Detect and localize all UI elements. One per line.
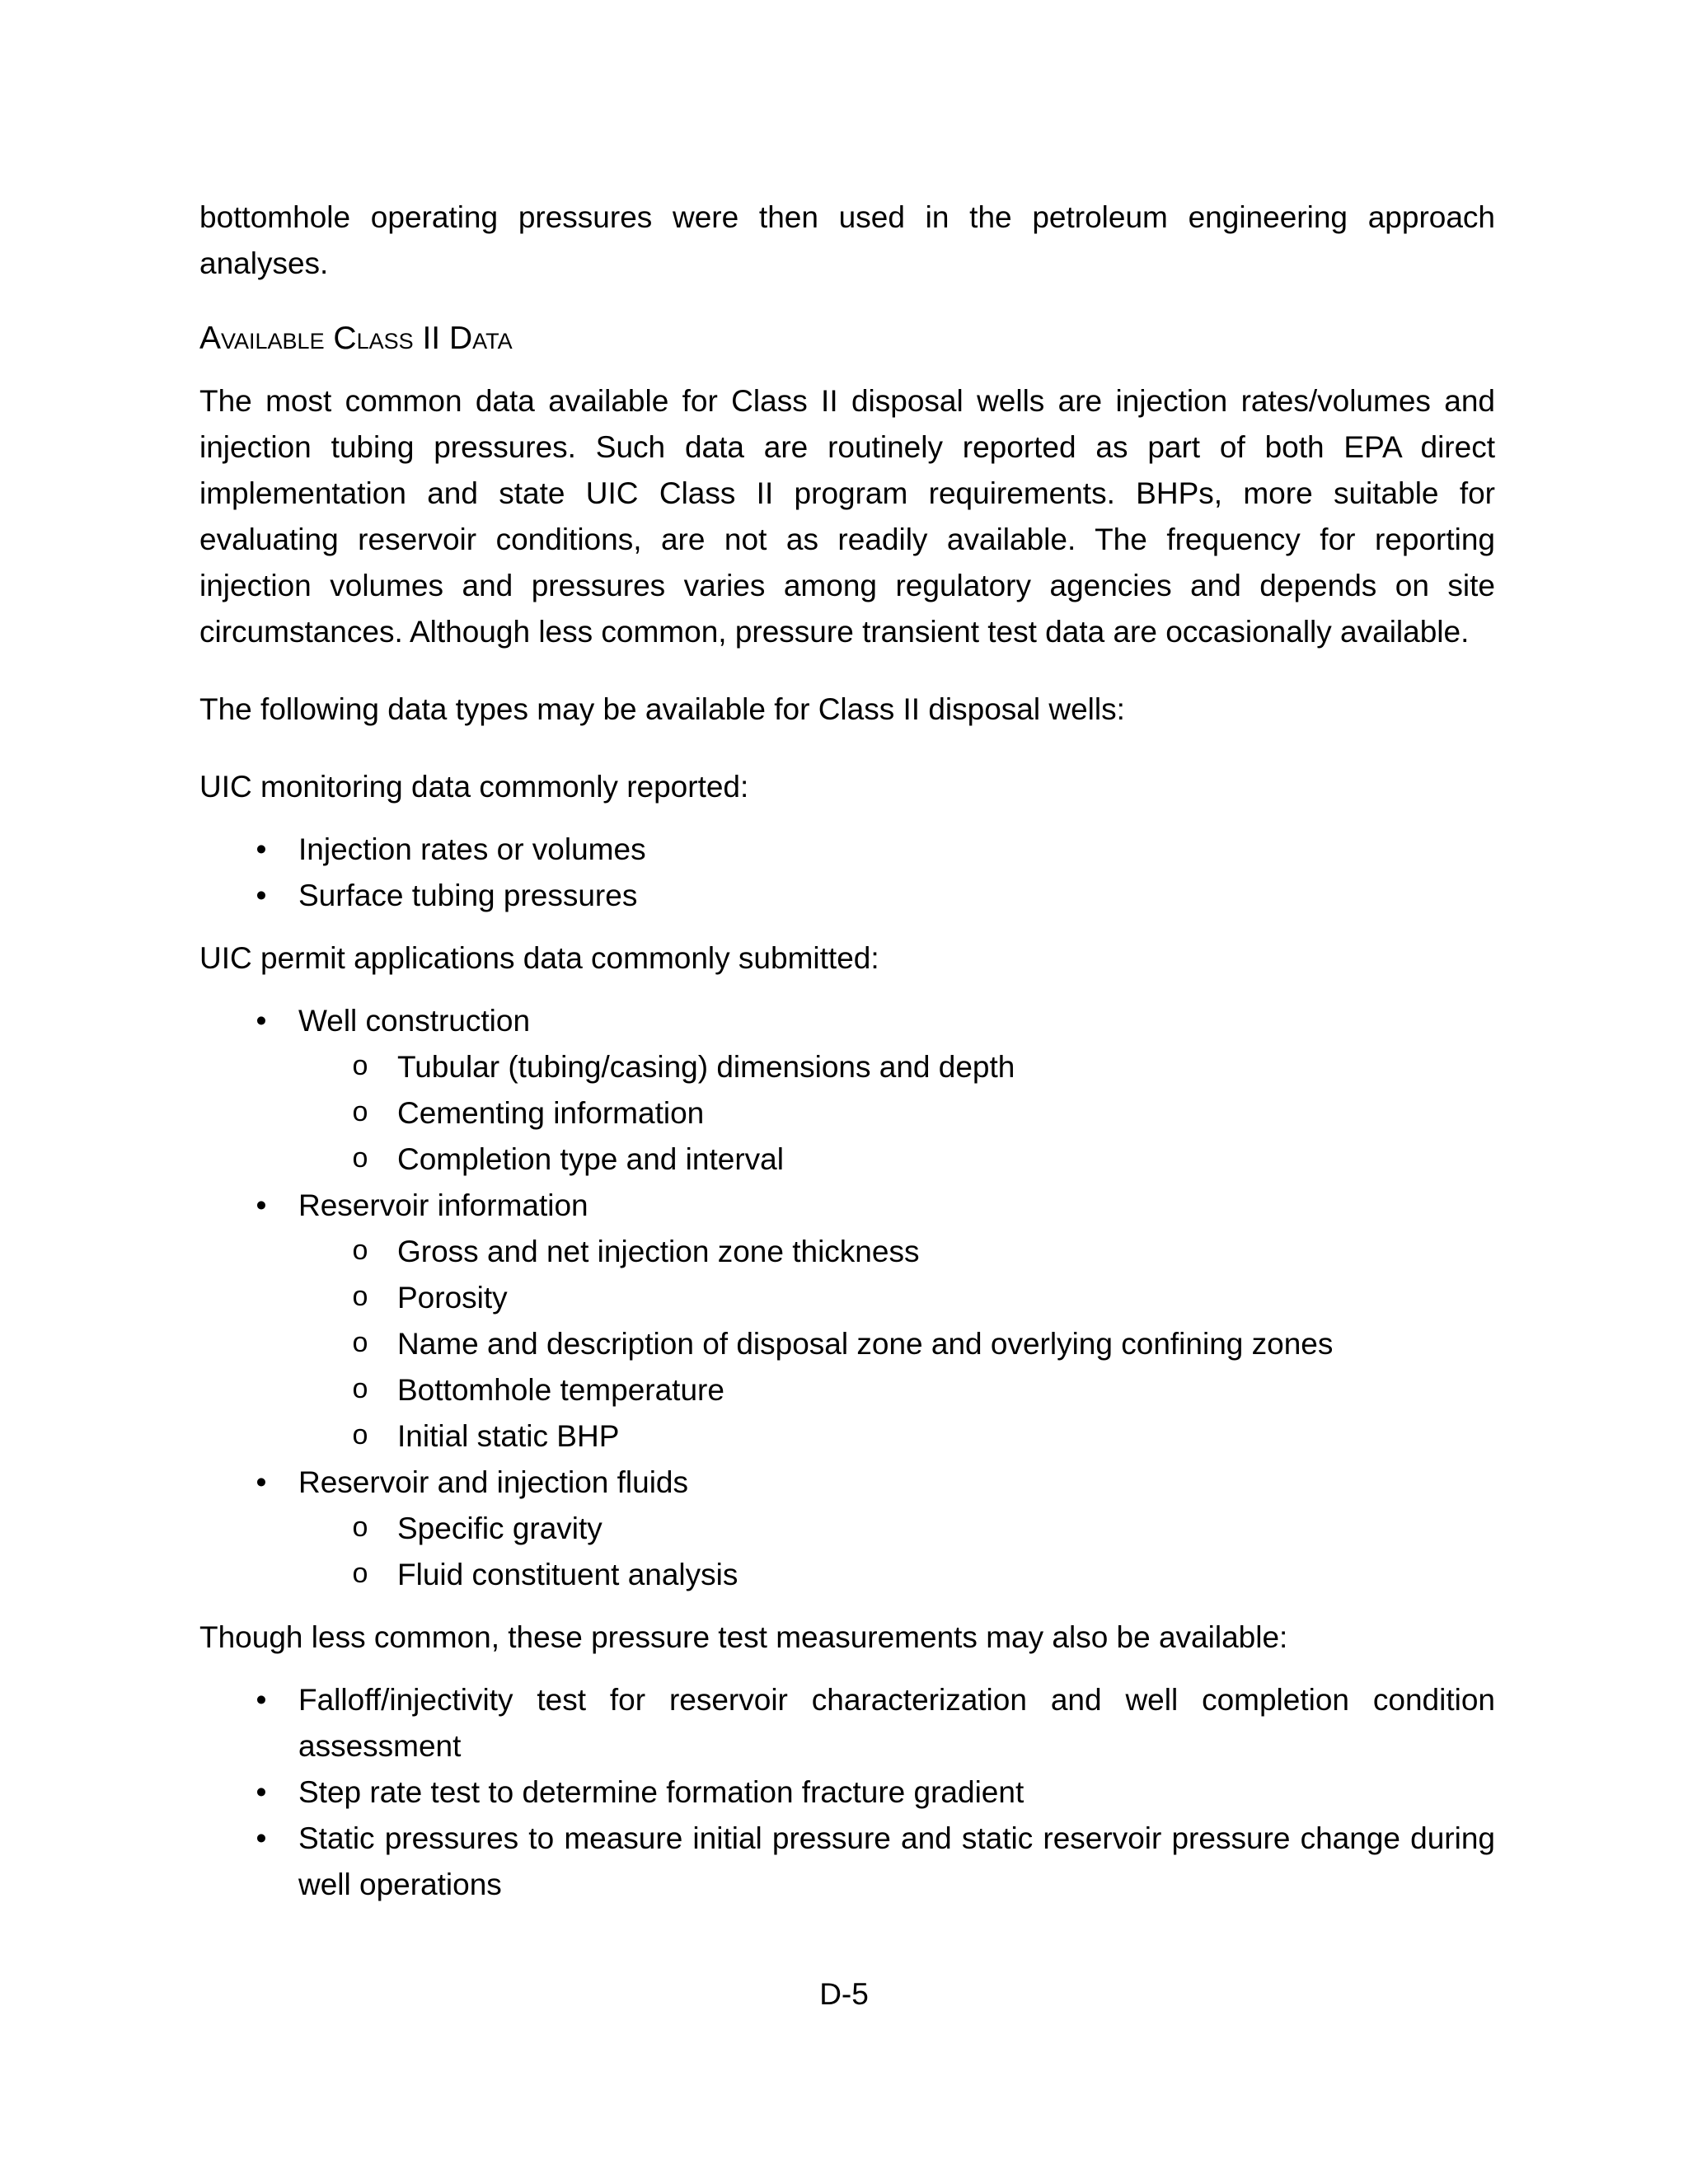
sub-list bbox=[298, 1506, 1495, 1598]
sub-list bbox=[298, 1229, 1495, 1460]
bullet-icon: • bbox=[256, 879, 267, 912]
sub-list-item-text: Tubular (tubing/casing) dimensions and depth bbox=[397, 1050, 1015, 1084]
circle-bullet-icon: o bbox=[352, 1050, 368, 1081]
circle-bullet-icon: o bbox=[352, 1373, 368, 1404]
bullet-icon: • bbox=[256, 1188, 267, 1222]
sub-list-item bbox=[298, 1413, 1495, 1460]
sub-list-item-text: Bottomhole temperature bbox=[397, 1373, 724, 1407]
bullet-icon: • bbox=[256, 1821, 267, 1855]
page-number: D-5 bbox=[819, 1977, 869, 2011]
pressure-tests-list-intro: Though less common, these pressure test measurements may also be available: bbox=[199, 1620, 1288, 1654]
pressure-tests-list bbox=[199, 1677, 1495, 1908]
sub-list-item-text: Cementing information bbox=[397, 1096, 705, 1130]
list-item bbox=[199, 1677, 1495, 1769]
sub-list-item bbox=[298, 1552, 1495, 1598]
circle-bullet-icon: o bbox=[352, 1419, 368, 1451]
bullet-icon: • bbox=[256, 1004, 267, 1038]
list-item-text: Well construction bbox=[298, 1004, 531, 1038]
circle-bullet-icon: o bbox=[352, 1327, 368, 1358]
intro-paragraph: bottomhole operating pressures were then used in the petroleum engineering approach analyses. bbox=[199, 200, 1495, 280]
sub-list-item bbox=[298, 1367, 1495, 1413]
bullet-icon: • bbox=[256, 1683, 267, 1717]
sub-list-item bbox=[298, 1044, 1495, 1090]
circle-bullet-icon: o bbox=[352, 1511, 368, 1543]
sub-list-item-text: Initial static BHP bbox=[397, 1419, 620, 1453]
body-paragraph-2: The following data types may be available for Class II disposal wells: bbox=[199, 692, 1125, 726]
sub-list-item bbox=[298, 1506, 1495, 1552]
permit-list-intro: UIC permit applications data commonly submitted: bbox=[199, 941, 879, 975]
list-item bbox=[199, 827, 1495, 873]
sub-list-item-text: Fluid constituent analysis bbox=[397, 1558, 738, 1591]
list-item-text: Static pressures to measure initial pressure and static reservoir pressure change during well operations bbox=[298, 1821, 1495, 1901]
body-paragraph-1: The most common data available for Class II disposal wells are injection rates/volumes and injection tubing pressures. Such data are routinely reported as part of both EPA direct implementation and state UIC Class II program requirements. BHPs, more suitable for evaluating reservoir conditions, are not as readily available. The frequency for reporting injection volumes and pressures varies among regulatory agencies and depends on site circumstances. Although less common, pressure transient test data are occasionally available. bbox=[199, 384, 1495, 649]
sub-list-item-text: Specific gravity bbox=[397, 1511, 603, 1545]
list-item-text: Injection rates or volumes bbox=[298, 832, 646, 866]
list-item bbox=[199, 998, 1495, 1183]
section-heading: Available Class II Data bbox=[199, 321, 513, 356]
list-item-text: Reservoir information bbox=[298, 1188, 588, 1222]
list-item-text: Step rate test to determine formation fracture gradient bbox=[298, 1775, 1025, 1809]
bullet-icon: • bbox=[256, 832, 267, 866]
list-item bbox=[199, 1769, 1495, 1816]
list-item bbox=[199, 1183, 1495, 1460]
sub-list-item bbox=[298, 1275, 1495, 1321]
sub-list-item bbox=[298, 1321, 1495, 1367]
document-page bbox=[199, 194, 1495, 1908]
circle-bullet-icon: o bbox=[352, 1558, 368, 1589]
bullet-icon: • bbox=[256, 1465, 267, 1499]
sub-list-item-text: Name and description of disposal zone and overlying confining zones bbox=[397, 1327, 1334, 1361]
list-item bbox=[199, 873, 1495, 919]
list-item bbox=[199, 1460, 1495, 1598]
monitoring-list-intro: UIC monitoring data commonly reported: bbox=[199, 770, 749, 804]
sub-list-item-text: Porosity bbox=[397, 1281, 508, 1315]
sub-list-item bbox=[298, 1090, 1495, 1137]
sub-list-item-text: Completion type and interval bbox=[397, 1142, 784, 1176]
circle-bullet-icon: o bbox=[352, 1281, 368, 1312]
bullet-icon: • bbox=[256, 1775, 267, 1809]
sub-list-item bbox=[298, 1229, 1495, 1275]
list-item bbox=[199, 1816, 1495, 1908]
monitoring-list bbox=[199, 827, 1495, 919]
circle-bullet-icon: o bbox=[352, 1235, 368, 1266]
list-item-text: Falloff/injectivity test for reservoir characterization and well completion condition assessment bbox=[298, 1683, 1495, 1763]
circle-bullet-icon: o bbox=[352, 1142, 368, 1174]
sub-list bbox=[298, 1044, 1495, 1183]
permit-list bbox=[199, 998, 1495, 1598]
sub-list-item bbox=[298, 1137, 1495, 1183]
list-item-text: Reservoir and injection fluids bbox=[298, 1465, 689, 1499]
list-item-text: Surface tubing pressures bbox=[298, 879, 638, 912]
circle-bullet-icon: o bbox=[352, 1096, 368, 1127]
sub-list-item-text: Gross and net injection zone thickness bbox=[397, 1235, 920, 1268]
